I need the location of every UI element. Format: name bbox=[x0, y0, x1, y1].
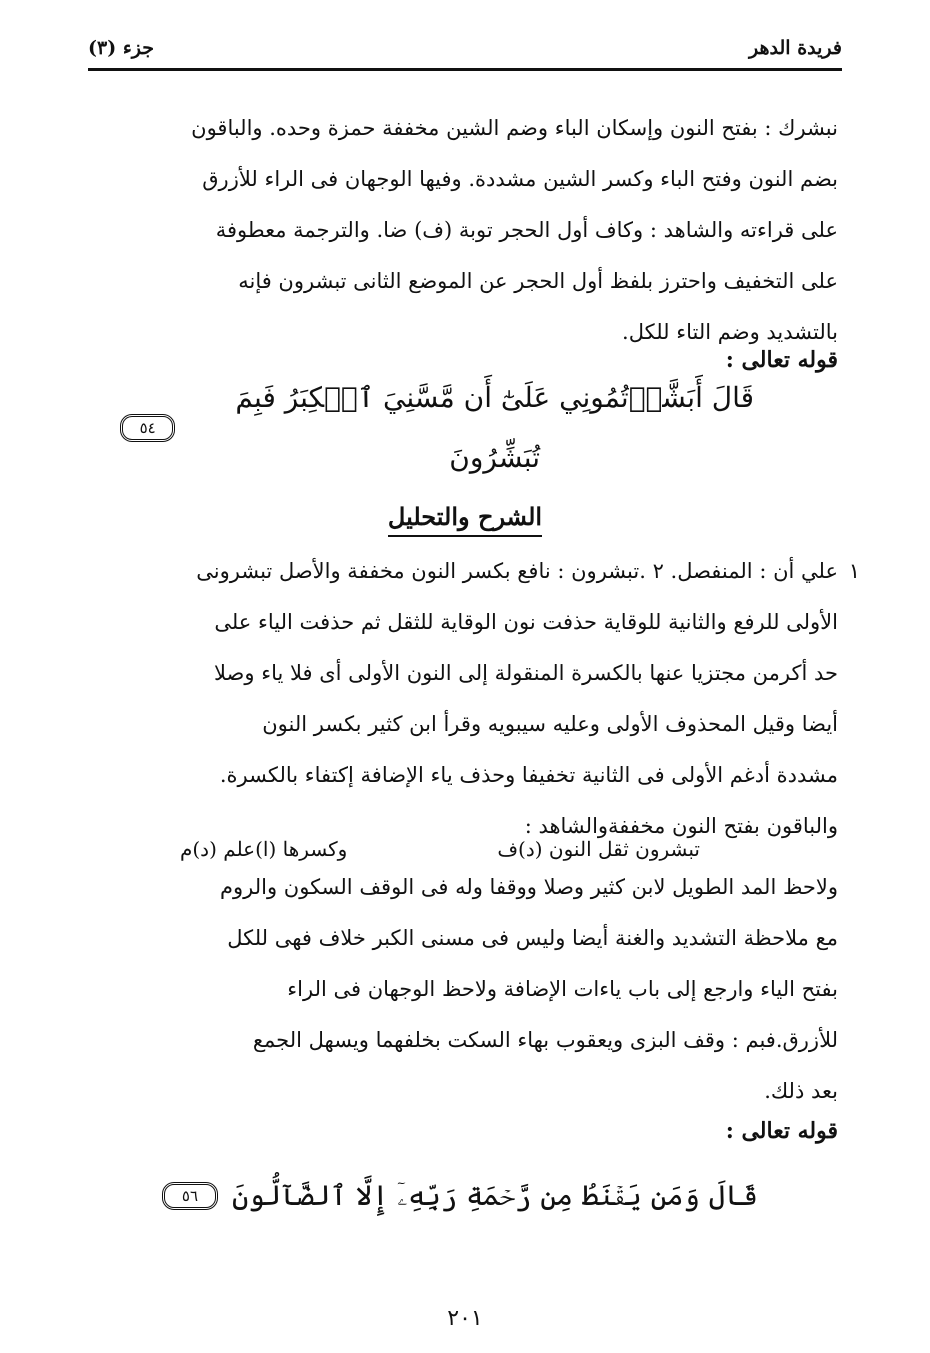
intro-line: بالتشديد وضم التاء للكل. bbox=[622, 320, 838, 344]
page-number: ٢٠١ bbox=[447, 1306, 483, 1331]
intro-line: على التخفيف واحترز بلفظ أول الحجر عن الموضع الثانى تبشرون فإنه bbox=[238, 269, 838, 293]
commentary-line: بعد ذلك. bbox=[764, 1079, 838, 1103]
ayah-number: ٥٤ bbox=[139, 419, 156, 437]
commentary-line: حد أكرمن مجتزيا عنها بالكسرة المنقولة إلى النون الأولى أى فلا ياء وصلا bbox=[214, 661, 838, 685]
commentary-line: مشددة أدغم الأولى فى الثانية تخفيفا وحذف ياء الإضافة إكتفاء بالكسرة. bbox=[219, 763, 838, 787]
commentary-continuation bbox=[86, 862, 838, 1117]
page-header bbox=[88, 30, 842, 66]
section-title: الشرح والتحليل bbox=[388, 502, 542, 537]
book-title: فريدة الدهر bbox=[749, 37, 842, 59]
verse-label: قوله تعالى : bbox=[725, 1118, 838, 1144]
quran-verse bbox=[120, 381, 800, 474]
commentary-paragraph bbox=[86, 546, 860, 852]
intro-line: على قراءته والشاهد : وكاف أول الحجر توبة (ف) ضا. والترجمة معطوفة bbox=[215, 218, 838, 242]
poem-second-hemistich: وكسرها (ا)علم (د)م bbox=[180, 837, 348, 861]
commentary-line: مع ملاحظة التشديد والغنة أيضا وليس فى مسنى الكبر خلاف فهى للكل bbox=[227, 926, 838, 950]
commentary-line: ولاحظ المد الطويل لابن كثير وصلا ووقفا وله فى الوقف السكون والروم bbox=[220, 875, 838, 899]
commentary-line: للأزرق.فبم : وقف البزى ويعقوب بهاء السكت بخلفهما ويسهل الجمع bbox=[252, 1028, 838, 1052]
section-heading bbox=[0, 502, 930, 531]
commentary-line: الأولى للرفع والثانية للوقاية حذفت نون الوقاية للثقل ثم حذفت الياء على bbox=[214, 610, 838, 634]
verse-text: قَالَ أَبَشَّرۡتُمُونِي عَلَىٰٓ أَن مَّسَّنِيَ ٱلۡكِبَرُ فَبِمَ تُبَشِّرُونَ bbox=[235, 381, 755, 474]
commentary-line: والباقون بفتح النون مخففةوالشاهد : bbox=[524, 814, 838, 838]
intro-line: بضم النون وفتح الباء وكسر الشين مشددة. وفيها الوجهان فى الراء للأزرق bbox=[202, 167, 838, 191]
quran-verse bbox=[120, 1166, 800, 1226]
ayah-number-icon bbox=[162, 1182, 218, 1210]
header-rule bbox=[88, 68, 842, 71]
commentary-line: علي أن : المنفصل. ٢ .تبشرون : نافع بكسر النون مخففة والأصل تبشرونى bbox=[196, 559, 838, 583]
volume-label: جزء (٣) bbox=[88, 37, 154, 59]
intro-paragraph bbox=[86, 103, 838, 358]
ayah-number: ٥٦ bbox=[181, 1187, 199, 1205]
ayah-number-icon bbox=[120, 414, 175, 442]
intro-line: نبشرك : بفتح النون وإسكان الباء وضم الشين مخففة حمزة وحده. والباقون bbox=[191, 116, 838, 140]
commentary-line: بفتح الياء وارجع إلى باب ياءات الإضافة ولاحظ الوجهان فى الراء bbox=[287, 977, 838, 1001]
commentary-line: أيضا وقيل المحذوف الأولى وعليه سيبويه وقرأ ابن كثير بكسر النون bbox=[262, 712, 838, 736]
poem-first-hemistich: تبشرون ثقل النون (د)ف bbox=[497, 837, 700, 861]
note-number: ١ bbox=[848, 559, 860, 583]
verse-text: قَالَ وَمَن يَقۡنَطُ مِن رَّحۡمَةِ رَبِّهِۦٓ إِلَّا ٱلضَّآلُّونَ bbox=[231, 1179, 759, 1212]
verse-label: قوله تعالى : bbox=[725, 347, 838, 373]
